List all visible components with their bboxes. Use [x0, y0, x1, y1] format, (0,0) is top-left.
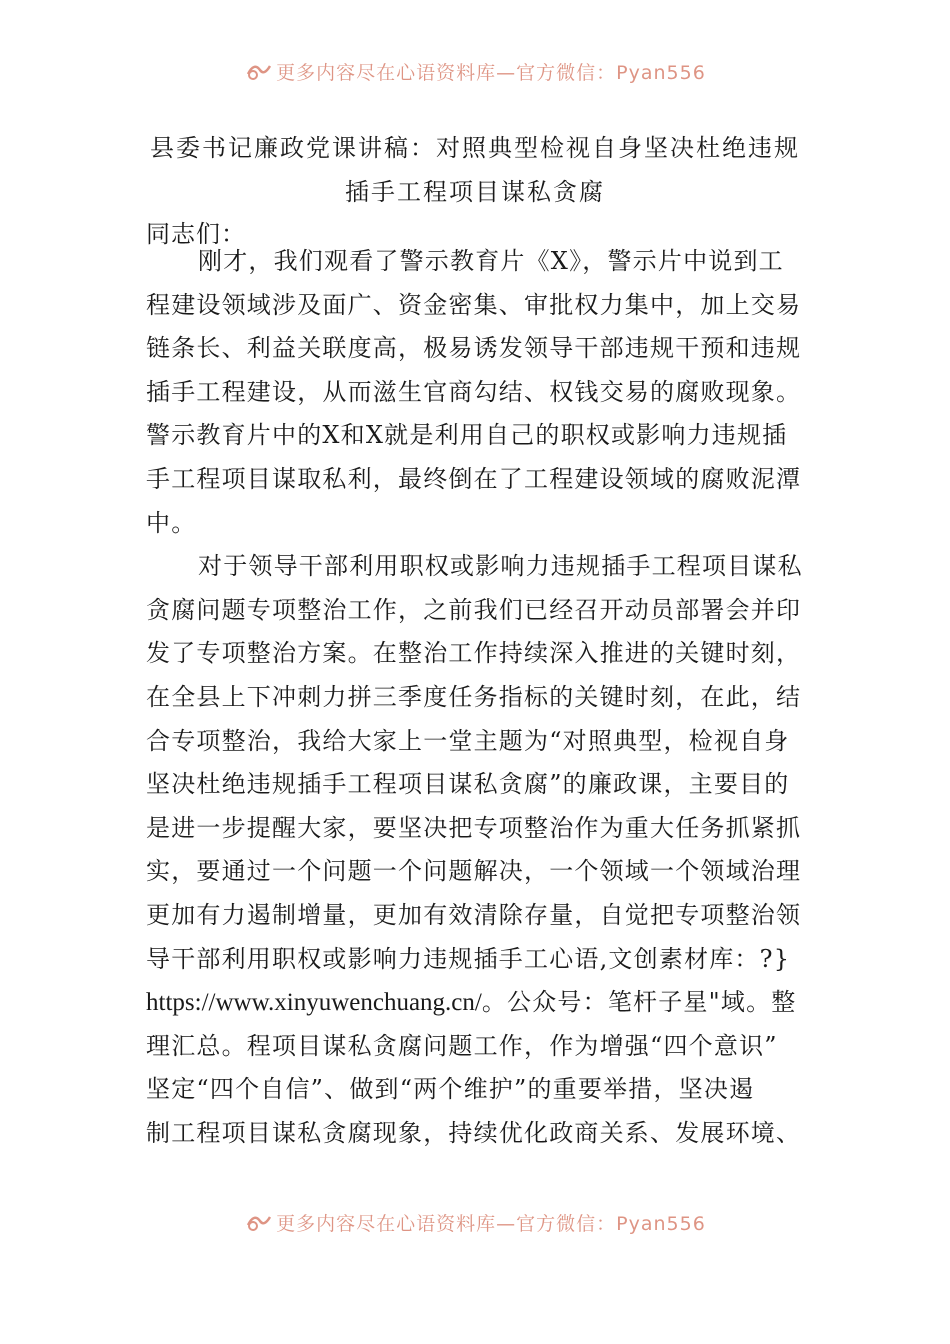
text-line: 刚才，我们观看了警示教育片《X》，警示片中说到工 [198, 247, 784, 275]
text-line: 中。 [146, 508, 197, 537]
logo-icon [244, 60, 272, 82]
text-line: 合专项整治，我给大家上一堂主题为“对照典型，检视自身 [146, 726, 790, 755]
watermark-text: 更多内容尽在心语资料库—官方微信：Pyan556 [276, 1212, 706, 1235]
text-line: 警示教育片中的X和X就是利用自己的职权或影响力违规插 [146, 421, 788, 450]
text-line: 更加有力遏制增量，更加有效清除存量，自觉把专项整治领 [146, 900, 802, 929]
url-line [146, 981, 808, 1025]
paragraph-2 [146, 545, 808, 1155]
text-line: 对于领导干部利用职权或影响力违规插手工程项目谋私 [198, 552, 803, 581]
text-line: 理汇总。程项目谋私贪腐问题工作，作为增强“四个意识” [146, 1031, 778, 1060]
header-watermark [0, 56, 950, 86]
url-line-rest: 。公众号：笔杆子星"域。整 [481, 988, 797, 1017]
paragraph-1 [146, 240, 808, 545]
text-line: 导干部利用职权或影响力违规插手工心语,文创素材库：?} [146, 944, 791, 973]
document-body [146, 234, 808, 1155]
website-url: https://www.xinyuwenchuang.cn/ [146, 989, 482, 1017]
text-line: 链条长、利益关联度高，极易诱发领导干部违规干预和违规 [146, 334, 802, 363]
text-line: 坚定“四个自信”、做到“两个维护”的重要举措，坚决遏 [146, 1075, 755, 1104]
text-line: 发了专项整治方案。在整治工作持续深入推进的关键时刻， [146, 639, 802, 668]
salutation: 同志们： [146, 220, 246, 248]
text-line: 在全县上下冲刺力拼三季度任务指标的关键时刻，在此，结 [146, 682, 802, 711]
text-line: 插手工程建设，从而滋生官商勾结、权钱交易的腐败现象。 [146, 377, 802, 406]
text-line: 手工程项目谋取私利，最终倒在了工程建设领域的腐败泥潭 [146, 464, 802, 493]
text-line: 程建设领域涉及面广、资金密集、审批权力集中，加上交易 [146, 290, 802, 319]
watermark-text: 更多内容尽在心语资料库—官方微信：Pyan556 [276, 61, 706, 84]
document-title-line2: 插手工程项目谋私贪腐 [345, 178, 605, 206]
footer-watermark [0, 1207, 950, 1237]
text-line: 实，要通过一个问题一个问题解决，一个领域一个领域治理 [146, 857, 802, 886]
logo-icon [244, 1211, 272, 1233]
text-line: 贪腐问题专项整治工作，之前我们已经召开动员部署会并印 [146, 595, 802, 624]
text-line: 制工程项目谋私贪腐现象，持续优化政商关系、发展环境、 [146, 1118, 802, 1147]
document-title-line1: 县委书记廉政党课讲稿：对照典型检视自身坚决杜绝违规 [150, 134, 800, 162]
text-line: 是进一步提醒大家，要坚决把专项整治作为重大任务抓紧抓 [146, 813, 802, 842]
text-line: 坚决杜绝违规插手工程项目谋私贪腐”的廉政课，主要目的 [146, 770, 790, 799]
